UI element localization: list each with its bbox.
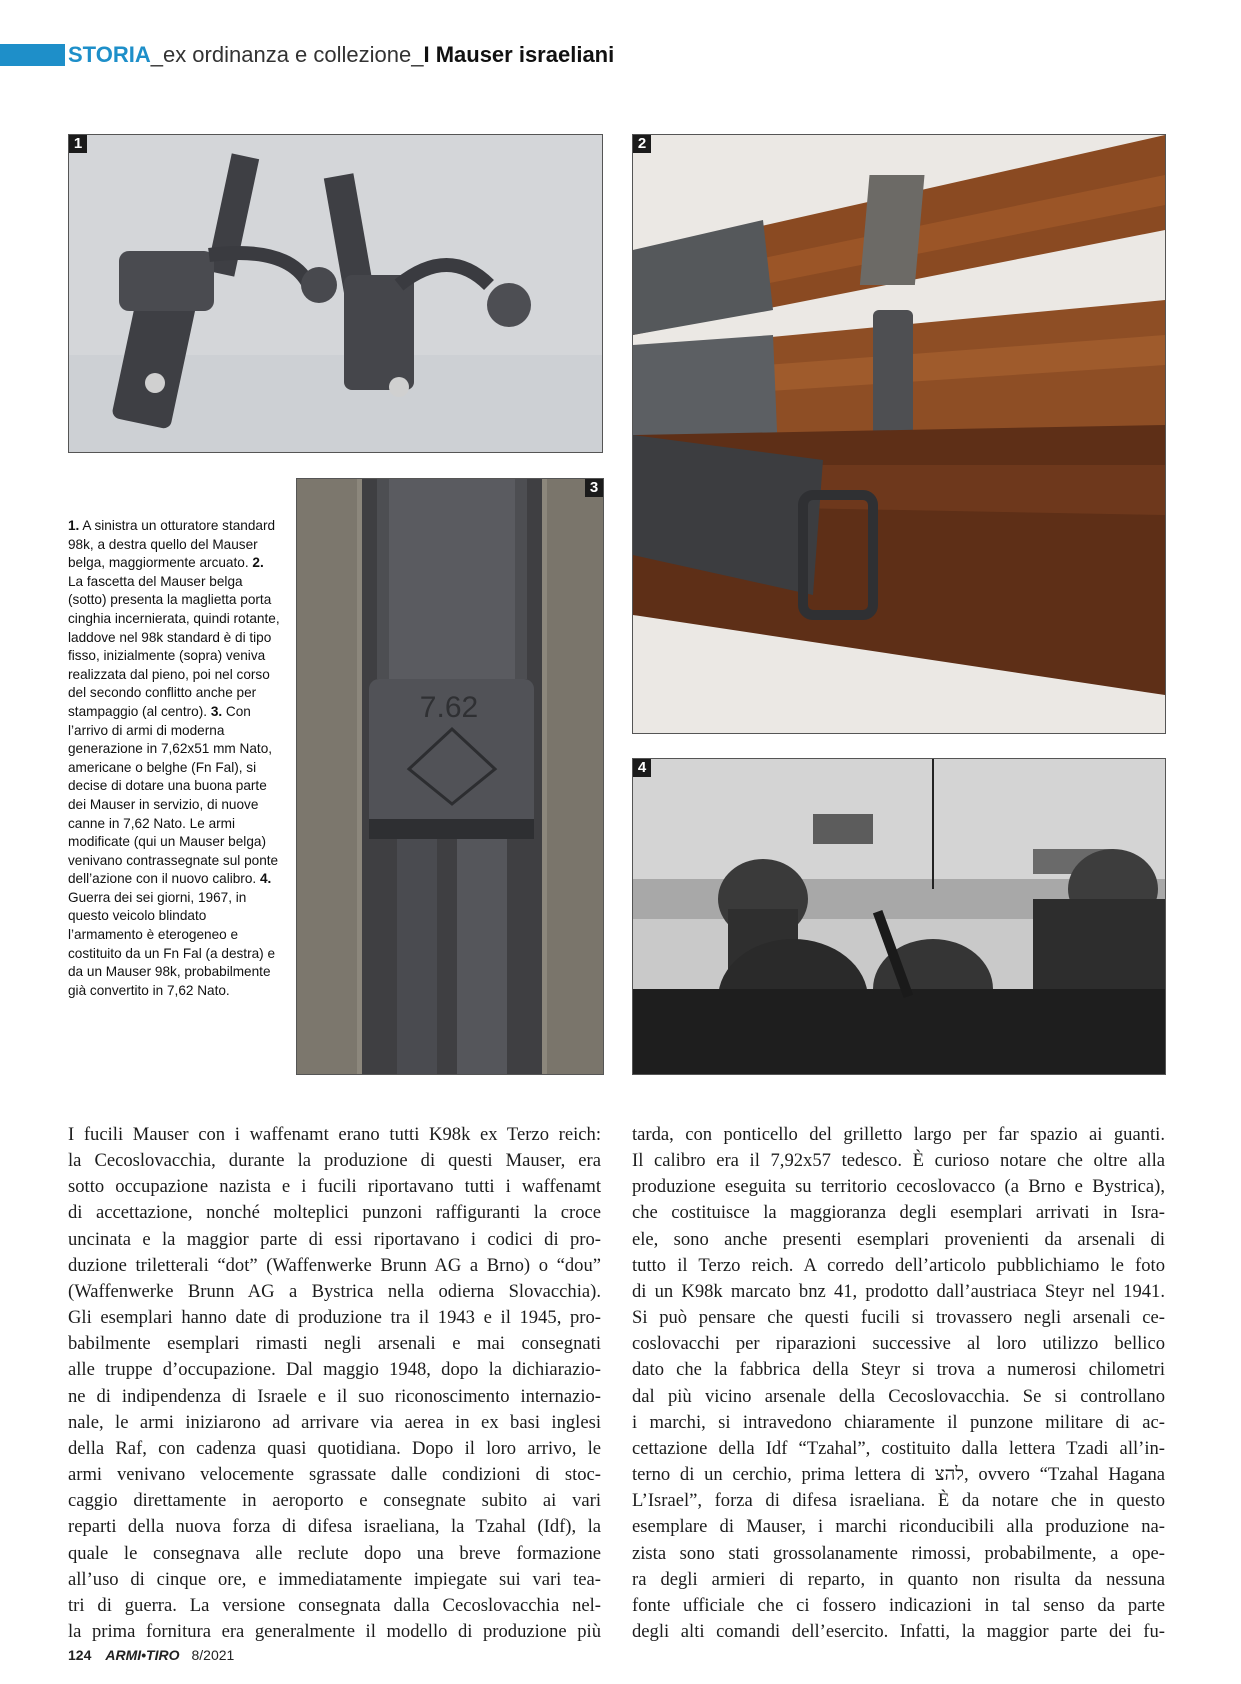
header-subsection: _ex ordinanza e collezione_: [150, 42, 424, 67]
body-line: zista sono stati grossolanamente rimossi, probabilmente, a ope-: [632, 1542, 1165, 1564]
body-line: esemplare di Mauser, i marchi riconducibili alla produzione na-: [632, 1516, 1165, 1538]
body-line: caggio direttamente in aeroporto e consegnate subito ai vari: [68, 1490, 601, 1512]
body-line: di accettazione, nonché molteplici punzoni raffiguranti la croce: [68, 1202, 601, 1224]
caption-text-2: La fascetta del Mauser belga (sotto) presenta la maglietta porta cinghia incernierata, quindi rotante, laddove nel 98k standard è di tipo fisso, inizialmente (sopra) veniva realizzata dal pieno, poi nel corso del secondo conflitto anche per stampaggio (al centro).: [68, 573, 280, 719]
body-line: Si può pensare che questi fucili si trovassero negli arsenali ce-: [632, 1307, 1165, 1329]
body-line: duzione triletterali “dot” (Waffenwerke Brunn AG a Brno) o “dou”: [68, 1254, 601, 1276]
photo-2-rifle-bands: [632, 134, 1166, 734]
photo-3-receiver-marking: [296, 478, 604, 1075]
caliber-stamp: 7.62: [419, 691, 479, 724]
body-column-left: [68, 1122, 601, 1645]
body-line: L’Israel”, forza di difesa israeliana. È da notare che in questo: [632, 1490, 1165, 1512]
receiver-illustration: [297, 479, 603, 1074]
photo-1-bolts: [68, 134, 603, 453]
body-line: (Waffenwerke Brunn AG a Bystrica nella odierna Slovacchia).: [68, 1280, 601, 1302]
body-line: fonte ufficiale che ci fossero indicazioni in tal senso da parte: [632, 1594, 1165, 1616]
body-line: degli alti comandi dell’esercito. Infatti, la maggior parte dei fu-: [632, 1620, 1165, 1642]
body-line: ra degli armieri di reparto, in quanto non risulta da nessuna: [632, 1568, 1165, 1590]
caption-num-4: 4.: [259, 871, 272, 887]
body-column-right: [632, 1122, 1165, 1645]
bolts-illustration: [69, 135, 602, 452]
photo-4-six-day-war: [632, 758, 1166, 1075]
magazine-name: ARMI•TIRO: [105, 1647, 180, 1663]
body-line: la prima fornitura era generalmente il modello di produzione più: [68, 1620, 601, 1642]
page-footer: [68, 1647, 234, 1663]
caption-text-3: Con l’arrivo di armi di moderna generazione in 7,62x51 mm Nato, americane o belghe (Fn Fal), si decise di dotare una buona parte dei Mauser in servizio, di nuove canne in 7,62 Nato. Le armi modificate (qui un Mauser belga) venivano contrassegnate sul ponte dell’azione con il nuovo calibro.: [68, 703, 279, 887]
body-line: I fucili Mauser con i waffenamt erano tutti K98k ex Terzo reich:: [68, 1124, 601, 1145]
body-line: tarda, con ponticello del grilletto largo per far spazio ai guanti.: [632, 1124, 1165, 1145]
rifle-bands-illustration: [633, 135, 1165, 733]
running-header: [68, 41, 614, 69]
body-line: tri di guerra. La versione consegnata dalla Cecoslovacchia nel-: [68, 1594, 601, 1616]
photo-number-3: 3: [585, 479, 603, 497]
body-line: sotto occupazione nazista e i fucili riportavano tutti i waffenamt: [68, 1176, 601, 1198]
header-title: I Mauser israeliani: [423, 42, 615, 67]
caption-text-1: A sinistra un otturatore standard 98k, a destra quello del Mauser belga, maggiormente arcuato.: [68, 518, 276, 571]
caption-num-1: 1.: [68, 518, 80, 533]
body-line: Gli esemplari hanno date di produzione tra il 1943 e il 1945, pro-: [68, 1307, 601, 1329]
body-line: alle truppe d’occupazione. Dal maggio 1948, dopo la dichiarazio-: [68, 1359, 601, 1381]
body-line: i marchi, si intravedono chiaramente il punzone militare di ac-: [632, 1411, 1165, 1433]
body-line: armi venivano velocemente sgrassate dalle condizioni di stoc-: [68, 1464, 601, 1486]
header-color-bar: [0, 44, 65, 66]
body-line: tutto il Terzo reich. A corredo dell’articolo pubblichiamo le foto: [632, 1254, 1165, 1276]
body-line: coslovacchi per riparazioni successive al loro utilizzo bellico: [632, 1333, 1165, 1355]
body-line: nale, le armi iniziarono ad arrivare via aerea in ex basi inglesi: [68, 1411, 601, 1433]
caption-num-2: 2.: [252, 555, 264, 571]
body-line: dato che la fabbrica della Steyr si trova a numerosi chilometri: [632, 1359, 1165, 1381]
photo-caption: [68, 517, 280, 1000]
body-line: quale le consegnava alle reclute dopo una breve formazione: [68, 1542, 601, 1564]
photo-number-2: 2: [633, 135, 651, 153]
body-line: la Cecoslovacchia, durante la produzione di questi Mauser, era: [68, 1150, 601, 1172]
body-line: all’uso di cinque ore, e immediatamente impiegate sui vari tea-: [68, 1568, 601, 1590]
caption-text-4: Guerra dei sei giorni, 1967, in questo veicolo blindato l’armamento è eterogeneo e costituito da un Fn Fal (a destra) e da un Mauser 98k, probabilmente già convertito in 7,62 Nato.: [68, 889, 276, 998]
page-number: 124: [68, 1647, 92, 1663]
body-line: ele, sono anche presenti esemplari provenienti da arsenali di: [632, 1228, 1165, 1250]
body-line: dal più vicino arsenale della Cecoslovacchia. Se si controllano: [632, 1385, 1165, 1407]
body-line: babilmente esemplari rimasti negli arsenali e mai consegnati: [68, 1333, 601, 1355]
photo-number-4: 4: [633, 759, 651, 777]
body-line: uncinata e la maggior parte di essi riportavano i codici di pro-: [68, 1228, 601, 1250]
body-line: reparti della nuova forza di difesa israeliana, la Tzahal (Idf), la: [68, 1516, 601, 1538]
body-line: che costituisce la maggioranza degli esemplari arrivati in Isra-: [632, 1202, 1165, 1224]
header-section: STORIA: [68, 42, 151, 67]
body-line: Il calibro era il 7,92x57 tedesco. È curioso notare che oltre alla: [632, 1150, 1165, 1172]
body-line: della Raf, con cadenza quasi quotidiana. Dopo il loro arrivo, le: [68, 1437, 601, 1459]
caption-num-3: 3.: [210, 703, 223, 719]
soldiers-illustration: [633, 759, 1165, 1074]
body-line: terno di un cerchio, prima lettera di להצ, ovvero “Tzahal Hagana: [632, 1464, 1165, 1486]
body-line: produzione eseguita su territorio cecoslovacco (a Brno e Bystrica),: [632, 1176, 1165, 1198]
issue-number: 8/2021: [191, 1647, 235, 1663]
body-line: di un K98k marcato bnz 41, prodotto dall’austriaca Steyr nel 1941.: [632, 1280, 1165, 1302]
body-line: cettazione della Idf “Tzahal”, costituito dalla lettera Tzadi all’in-: [632, 1437, 1165, 1459]
photo-number-1: 1: [69, 135, 87, 153]
body-line: ne di indipendenza di Israele e il suo riconoscimento internazio-: [68, 1385, 601, 1407]
